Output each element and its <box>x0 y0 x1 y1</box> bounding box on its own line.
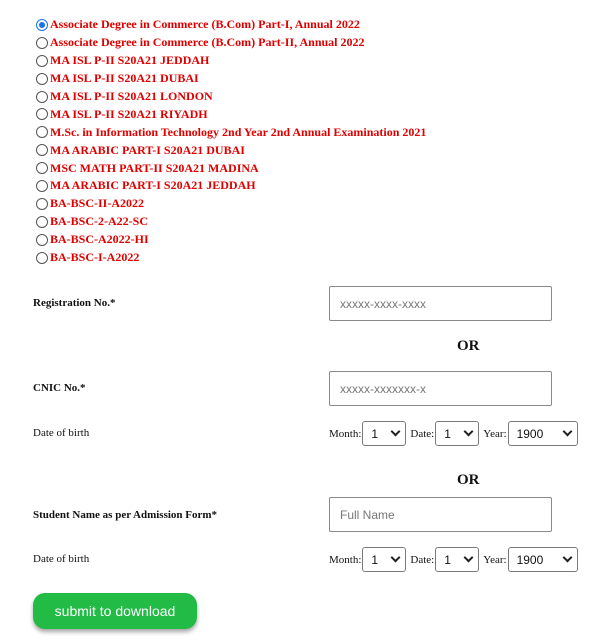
dob-selects <box>329 547 578 572</box>
exam-option[interactable] <box>36 52 426 70</box>
radio-button[interactable] <box>36 73 48 85</box>
radio-button[interactable] <box>36 126 48 138</box>
radio-button[interactable] <box>36 19 48 31</box>
student-name-label: Student Name as per Admission Form* <box>33 509 218 521</box>
exam-option-label: MA ARABIC PART-I S20A21 DUBAI <box>50 142 245 157</box>
radio-button[interactable] <box>36 37 48 49</box>
chevron-down-icon <box>391 427 401 437</box>
year-select[interactable] <box>508 547 578 572</box>
month-select[interactable] <box>362 421 406 446</box>
date-value: 1 <box>444 426 451 441</box>
chevron-down-icon <box>464 427 474 437</box>
chevron-down-icon <box>562 427 572 437</box>
exam-option-label: BA-BSC-2-A22-SC <box>50 214 149 229</box>
radio-button[interactable] <box>36 108 48 120</box>
exam-option[interactable] <box>36 177 426 195</box>
exam-option[interactable] <box>36 159 426 177</box>
exam-option[interactable] <box>36 16 426 34</box>
or-separator: OR <box>457 472 480 488</box>
radio-button[interactable] <box>36 252 48 264</box>
exam-option-label: BA-BSC-II-A2022 <box>50 196 145 211</box>
date-select[interactable] <box>435 547 479 572</box>
exam-option[interactable] <box>36 249 426 267</box>
exam-option-label: MA ISL P-II S20A21 JEDDAH <box>50 53 210 68</box>
registration-input[interactable] <box>329 286 552 321</box>
or-separator: OR <box>457 338 480 354</box>
date-select[interactable] <box>435 421 479 446</box>
year-label: Year: <box>483 553 507 566</box>
exam-option-label: MA ISL P-II S20A21 LONDON <box>50 89 213 103</box>
exam-option[interactable] <box>36 213 426 231</box>
year-value: 1900 <box>516 552 544 567</box>
cnic-label: CNIC No.* <box>33 382 86 394</box>
exam-radio-group <box>36 16 426 266</box>
exam-option[interactable] <box>36 141 426 159</box>
exam-option-label: Associate Degree in Commerce (B.Com) Part-I, Annual 2022 <box>50 17 360 32</box>
exam-option[interactable] <box>36 195 426 213</box>
chevron-down-icon <box>464 553 474 563</box>
dob-selects <box>329 421 578 446</box>
exam-option-label: M.Sc. in Information Technology 2nd Year 2nd Annual Examination 2021 <box>50 124 427 139</box>
exam-option-label: MA ISL P-II S20A21 DUBAI <box>50 71 199 86</box>
exam-option-label: BA-BSC-I-A2022 <box>50 250 140 265</box>
student-name-input[interactable] <box>329 497 552 532</box>
exam-option[interactable] <box>36 231 426 249</box>
radio-button[interactable] <box>36 180 48 192</box>
radio-button[interactable] <box>36 162 48 174</box>
year-value: 1900 <box>516 426 544 441</box>
radio-button[interactable] <box>36 91 48 103</box>
radio-button[interactable] <box>36 198 48 210</box>
month-value: 1 <box>371 426 379 441</box>
exam-option[interactable] <box>36 123 426 141</box>
cnic-input[interactable] <box>329 371 552 406</box>
month-label: Month: <box>329 553 362 566</box>
dob-label: Date of birth <box>33 553 90 565</box>
year-select[interactable] <box>508 421 578 446</box>
exam-option[interactable] <box>36 88 426 106</box>
radio-button[interactable] <box>36 234 48 246</box>
date-label: Date: <box>410 553 435 566</box>
month-label: Month: <box>329 427 362 440</box>
chevron-down-icon <box>562 553 572 563</box>
year-label: Year: <box>483 427 507 440</box>
exam-option-label: BA-BSC-A2022-HI <box>50 232 149 247</box>
exam-option[interactable] <box>36 105 426 123</box>
radio-button[interactable] <box>36 216 48 228</box>
radio-button[interactable] <box>36 144 48 156</box>
exam-option-label: Associate Degree in Commerce (B.Com) Part-II, Annual 2022 <box>50 35 365 50</box>
exam-option-label: MA ARABIC PART-I S20A21 JEDDAH <box>50 178 256 193</box>
exam-option-label: MA ISL P-II S20A21 RIYADH <box>50 106 208 121</box>
exam-option-label: MSC MATH PART-II S20A21 MADINA <box>50 160 259 175</box>
registration-label: Registration No.* <box>33 297 116 309</box>
radio-button[interactable] <box>36 55 48 67</box>
dob-label: Date of birth <box>33 427 90 439</box>
chevron-down-icon <box>391 553 401 563</box>
submit-button[interactable]: submit to download <box>33 593 197 629</box>
exam-option[interactable] <box>36 70 426 88</box>
month-value: 1 <box>371 552 379 567</box>
exam-option[interactable] <box>36 34 426 52</box>
date-label: Date: <box>410 427 435 440</box>
date-value: 1 <box>444 552 451 567</box>
month-select[interactable] <box>362 547 406 572</box>
